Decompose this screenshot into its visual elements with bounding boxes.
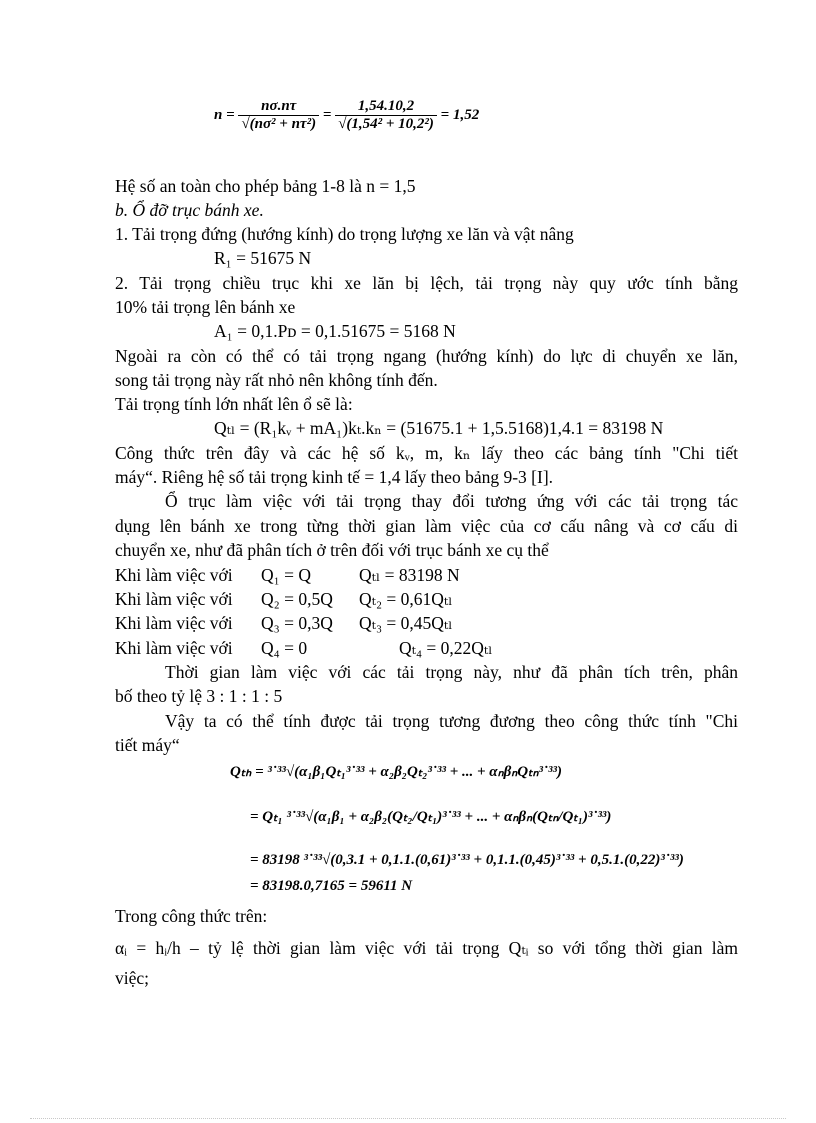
text-line-a1: A₁ = 0,1.Pᴅ = 0,1.51675 = 5168 N bbox=[214, 321, 456, 341]
formula-qtd-line-3: = 83198 ³˙³³√(0,3.1 + 0,1.1.(0,61)³˙³³ + 0,1.1.(0,45)³˙³³ + 0,5.1.(0,22)³˙³³) bbox=[250, 852, 684, 868]
text-line-15: dụng lên bánh xe trong từng thời gian làm việc của cơ cấu nâng và cơ cấu di bbox=[115, 516, 738, 536]
formula-n-num: nσ.nτ bbox=[238, 98, 319, 116]
load-case-qt: Qₜ₄ = 0,22Qₜₗ bbox=[399, 638, 493, 658]
text-line-10: Tải trọng tính lớn nhất lên ổ sẽ là: bbox=[115, 394, 353, 414]
text-after-3: Vậy ta có thể tính được tải trọng tương đương theo công thức tính "Chi bbox=[165, 711, 738, 731]
footer-divider bbox=[30, 1118, 786, 1119]
load-case-qt: Qₜ₂ = 0,61Qₜₗ bbox=[359, 589, 453, 609]
text-line-qtl: Qₜₗ = (R₁kᵥ + mA₁)kₜ.kₙ = (51675.1 + 1,5.5168)1,4.1 = 83198 N bbox=[214, 418, 664, 438]
load-case-qt: Qₜₗ = 83198 N bbox=[359, 565, 460, 585]
text-after-1: Thời gian làm việc với các tải trọng này, như đã phân tích trên, phân bbox=[165, 662, 738, 682]
formula-qtd-line-4: = 83198.0,7165 = 59611 N bbox=[250, 878, 413, 894]
text-line-13: máy“. Riêng hệ số tải trọng kinh tế = 1,4 lấy theo bảng 9-3 [I]. bbox=[115, 467, 554, 487]
text-line-5: 2. Tải trọng chiều trục khi xe lăn bị lệch, tải trọng này quy ước tính bằng bbox=[115, 273, 738, 293]
formula-n-den: √(nσ² + nτ²) bbox=[241, 116, 317, 132]
load-case-qt: Qₜ₃ = 0,45Qₜₗ bbox=[359, 613, 453, 633]
load-case-q: Q₃ = 0,3Q bbox=[261, 613, 333, 633]
load-case-label: Khi làm việc với bbox=[115, 565, 233, 585]
formula-n-frac1 bbox=[238, 98, 319, 133]
text-line-14: Ổ trục làm việc với tải trọng thay đổi tương ứng với các tải trọng tác bbox=[165, 491, 738, 511]
load-case-q: Q₄ = 0 bbox=[261, 638, 308, 658]
text-tail-1: Trong công thức trên: bbox=[115, 906, 268, 926]
load-case-row bbox=[115, 636, 738, 660]
formula-n-den2: √(1,54² + 10,2²) bbox=[338, 116, 434, 132]
formula-n-lhs: n = bbox=[214, 106, 235, 123]
equals-sign: = bbox=[322, 106, 332, 123]
load-case-q: Q₁ = Q bbox=[261, 565, 311, 585]
text-line-r1: R₁ = 51675 N bbox=[214, 248, 312, 268]
load-case-label: Khi làm việc với bbox=[115, 638, 233, 658]
text-after-2: bố theo tỷ lệ 3 : 1 : 1 : 5 bbox=[115, 686, 283, 706]
formula-n-result: = 1,52 bbox=[440, 106, 480, 123]
text-line-8: Ngoài ra còn có thể có tải trọng ngang (hướng kính) do lực di chuyển xe lăn, bbox=[115, 346, 738, 366]
text-line-1: Hệ số an toàn cho phép bảng 1-8 là n = 1,5 bbox=[115, 176, 416, 196]
text-line-16: chuyển xe, như đã phân tích ở trên đối với trục bánh xe cụ thể bbox=[115, 540, 549, 560]
load-case-row bbox=[115, 611, 738, 635]
load-case-label: Khi làm việc với bbox=[115, 613, 233, 633]
text-line-3: 1. Tải trọng đứng (hướng kính) do trọng lượng xe lăn và vật nâng bbox=[115, 224, 574, 244]
load-case-row bbox=[115, 587, 738, 611]
load-case-q: Q₂ = 0,5Q bbox=[261, 589, 333, 609]
load-case-label: Khi làm việc với bbox=[115, 589, 233, 609]
formula-n-num2: 1,54.10,2 bbox=[335, 98, 437, 116]
formula-n-frac2 bbox=[335, 98, 437, 133]
formula-qtd-line-2: = Qₜ₁ ³˙³³√(α₁β₁ + α₂β₂(Qₜ₂/Qₜ₁)³˙³³ + ... + αₙβₙ(Qₜₙ/Qₜ₁)³˙³³) bbox=[250, 809, 612, 825]
load-case-row bbox=[115, 563, 738, 587]
text-line-6: 10% tải trọng lên bánh xe bbox=[115, 297, 296, 317]
formula-n bbox=[214, 98, 479, 133]
section-heading: b. Ổ đỡ trục bánh xe. bbox=[115, 200, 264, 220]
formula-qtd-line-1: Qₜₕ = ³˙³³√(α₁β₁Qₜ₁³˙³³ + α₂β₂Qₜ₂³˙³³ + ... + αₙβₙQₜₙ³˙³³) bbox=[230, 764, 562, 780]
text-line-9: song tải trọng này rất nhỏ nên không tính đến. bbox=[115, 370, 438, 390]
text-line-12: Công thức trên đây và các hệ số kᵥ, m, kₙ lấy theo các bảng tính "Chi tiết bbox=[115, 443, 738, 463]
text-tail-2: αᵢ = hᵢ/h – tỷ lệ thời gian làm việc với tải trọng Qₜᵢ so với tổng thời gian làm bbox=[115, 938, 738, 958]
text-after-4: tiết máy“ bbox=[115, 735, 180, 755]
text-tail-3: việc; bbox=[115, 968, 150, 988]
